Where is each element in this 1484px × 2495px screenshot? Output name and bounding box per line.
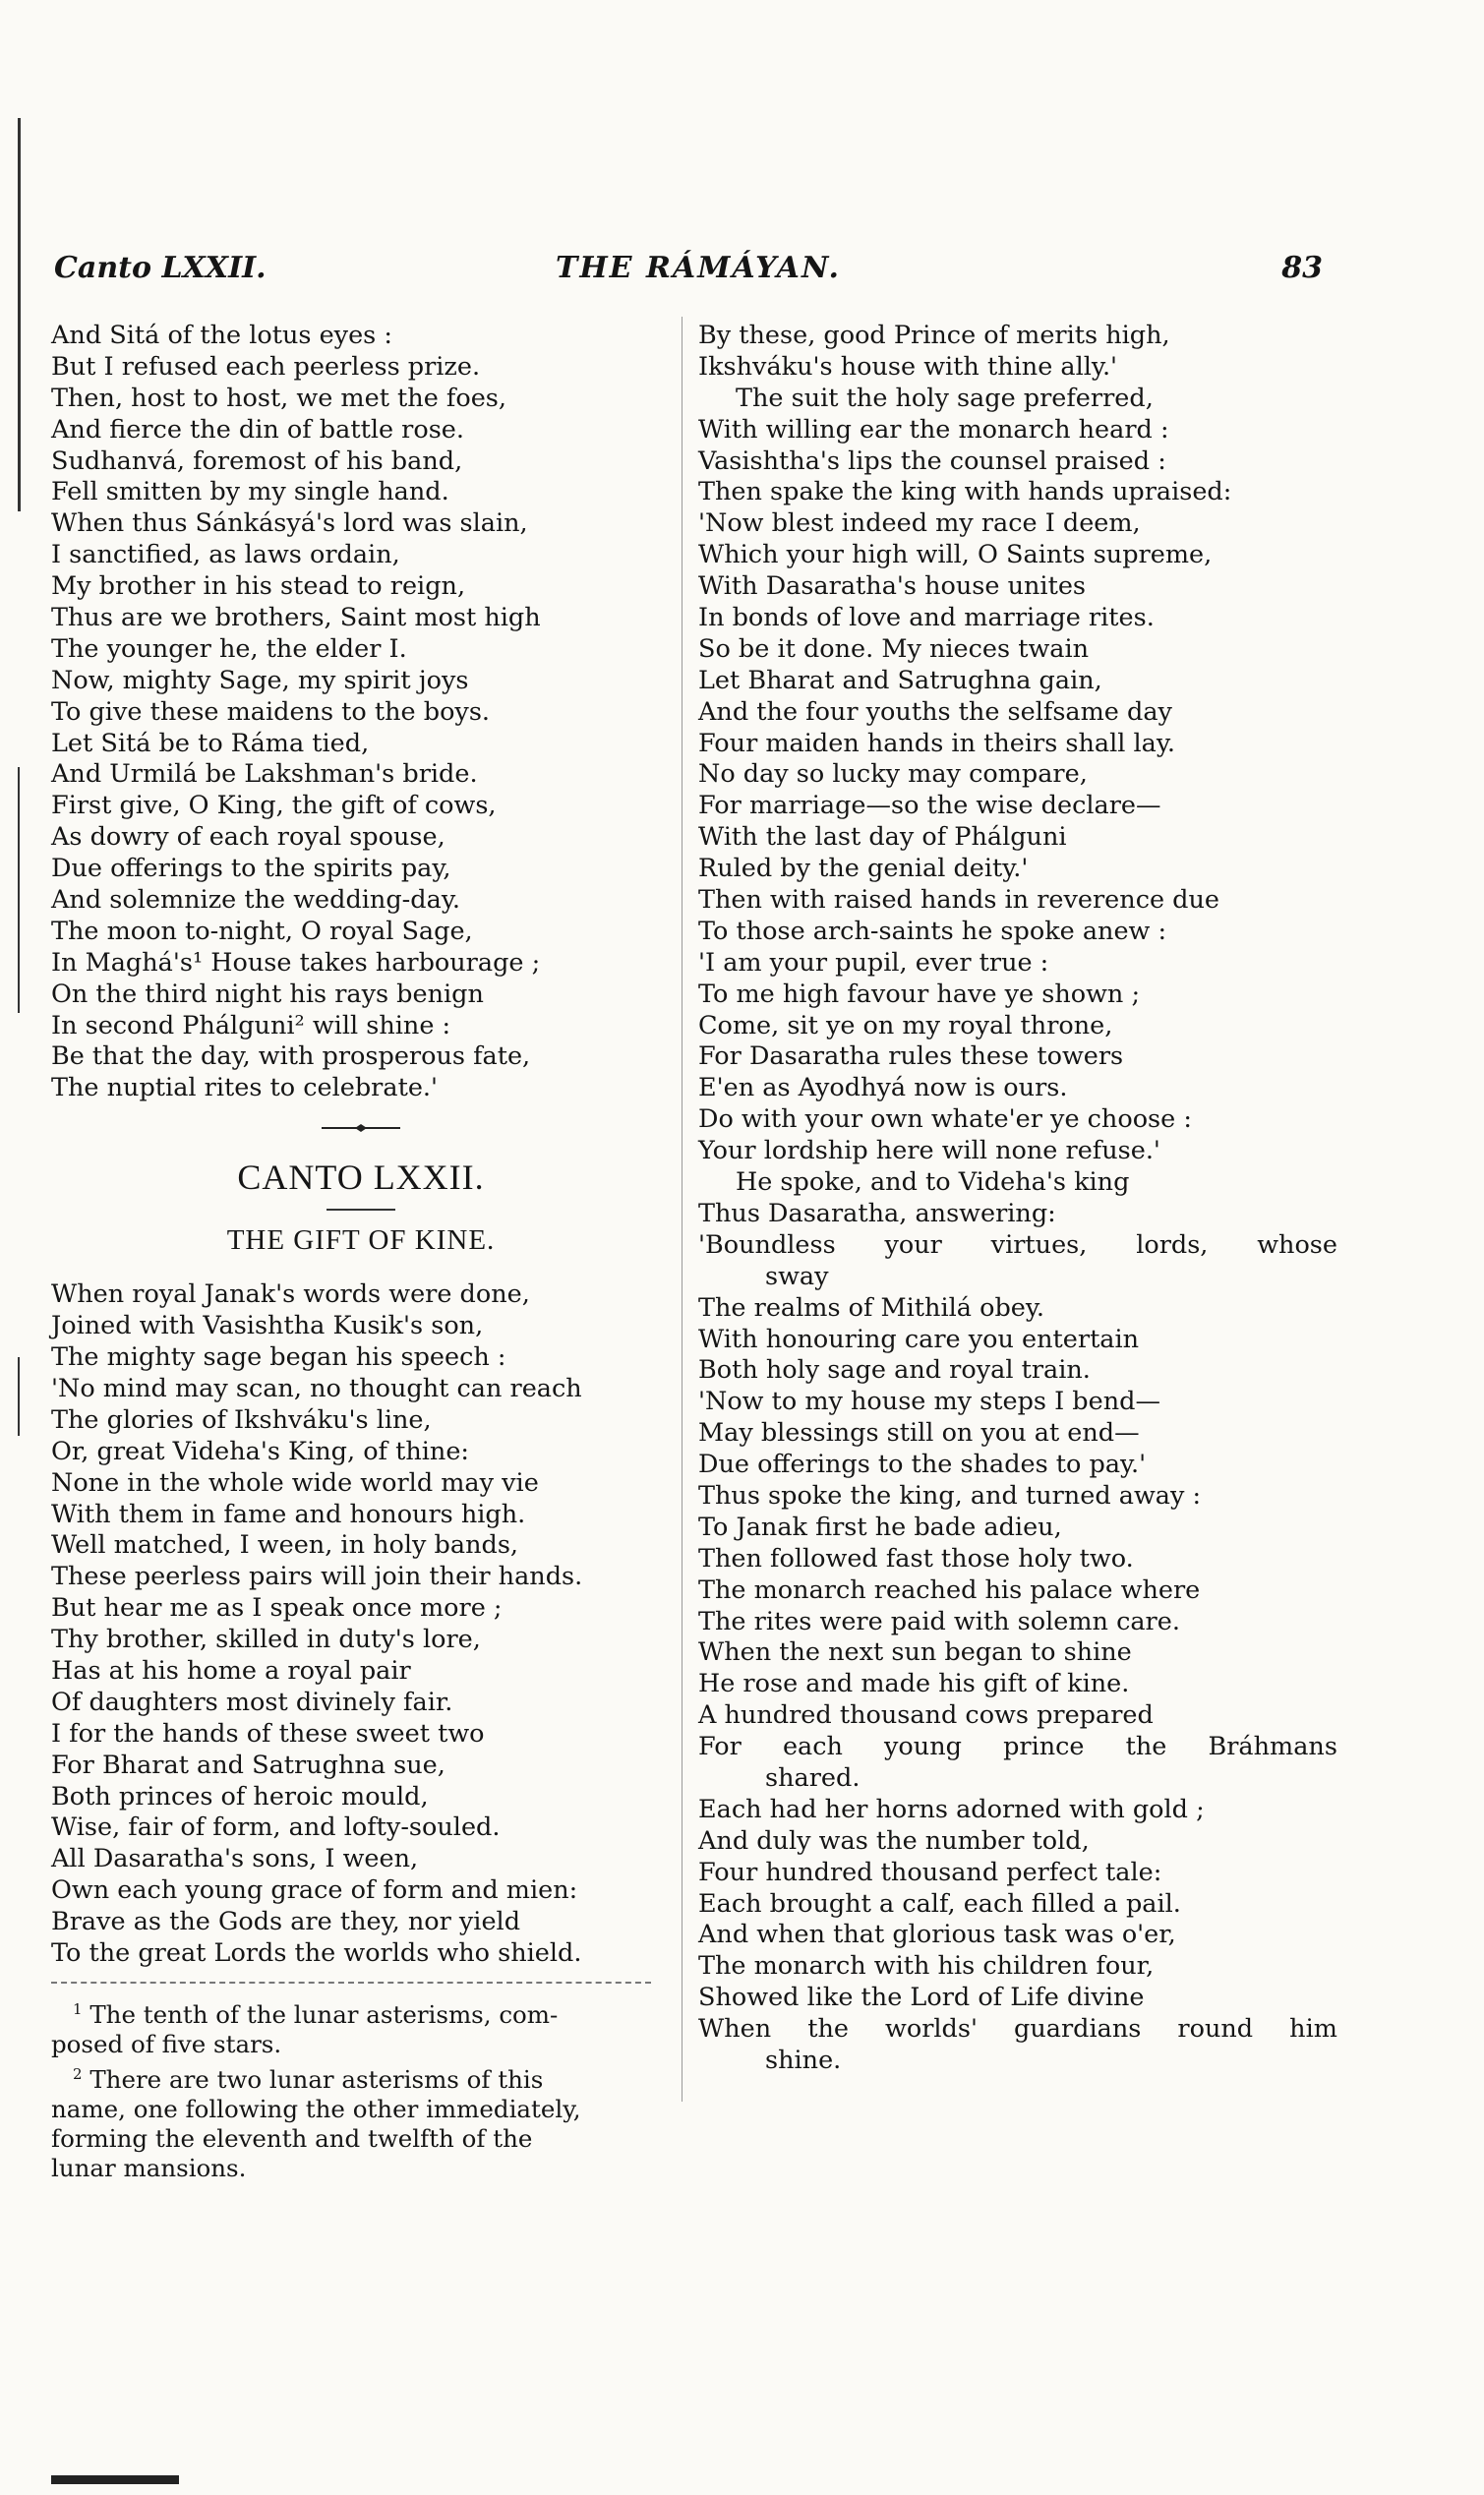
verse-line: He spoke, and to Videha's king	[736, 1167, 1130, 1198]
verse-line: When thus Sánkásyá's lord was slain,	[51, 508, 528, 539]
verse-line: Well matched, I ween, in holy bands,	[51, 1530, 519, 1561]
verse-line: Or, great Videha's King, of thine:	[51, 1436, 470, 1466]
verse-line: Four hundred thousand perfect tale:	[698, 1857, 1162, 1887]
verse-line: Wise, fair of form, and lofty-souled.	[51, 1812, 501, 1843]
footnote-rule	[51, 1982, 651, 1985]
verse-line: Joined with Vasishtha Kusik's son,	[51, 1311, 484, 1341]
verse-line: Your lordship here will none refuse.'	[698, 1136, 1160, 1166]
verse-line: Four maiden hands in theirs shall lay.	[698, 728, 1176, 758]
verse-line: Then, host to host, we met the foes,	[51, 383, 506, 413]
word: virtues,	[990, 1229, 1088, 1260]
word: your	[884, 1229, 942, 1260]
verse-line: The moon to-night, O royal Sage,	[51, 916, 473, 946]
verse-line: 'Now to my house my steps I bend—	[698, 1387, 1160, 1417]
verse-line: When royal Janak's words were done,	[51, 1279, 530, 1310]
footnote-mark: 2	[73, 2065, 83, 2084]
verse-line: To Janak first he bade adieu,	[698, 1512, 1062, 1542]
verse-line: But hear me as I speak once more ;	[51, 1593, 503, 1624]
verse-line: All Dasaratha's sons, I ween,	[51, 1844, 419, 1874]
verse-line: For marriage—so the wise declare—	[698, 791, 1161, 821]
canto-subtitle: THE GIFT OF KINE.	[226, 1224, 496, 1257]
verse-line: Both princes of heroic mould,	[51, 1781, 429, 1812]
running-header	[54, 251, 1323, 292]
verse-line: Due offerings to the spirits pay,	[51, 854, 451, 884]
canto-title: CANTO LXXII.	[237, 1158, 485, 1198]
word: each	[782, 1732, 843, 1762]
verse-line: To those arch-saints he spoke anew :	[698, 916, 1167, 946]
verse-line: The glories of Ikshváku's line,	[51, 1404, 432, 1435]
verse-line: But I refused each peerless prize.	[51, 351, 481, 382]
verse-line: 'No mind may scan, no thought can reach	[51, 1373, 582, 1403]
verse-line: Thy brother, skilled in duty's lore,	[51, 1625, 481, 1655]
verse-line: To give these maidens to the boys.	[51, 696, 491, 727]
verse-line: In Maghá's¹ House takes harbourage ;	[51, 947, 541, 978]
verse-line: For Dasaratha rules these towers	[698, 1041, 1124, 1072]
footnote-text: The tenth of the lunar asterisms, com-	[89, 2000, 559, 2030]
verse-line: I sanctified, as laws ordain,	[51, 540, 400, 570]
verse-line: Then spake the king with hands upraised:	[698, 477, 1232, 507]
footnote-line: forming the eleventh and twelfth of the	[51, 2124, 533, 2154]
verse-line: With them in fame and honours high.	[51, 1499, 526, 1529]
verse-line: Thus are we brothers, Saint most high	[51, 603, 541, 633]
verse-line: sway	[765, 1261, 829, 1291]
right-column	[698, 321, 1337, 2077]
verse-line: Thus Dasaratha, answering:	[698, 1198, 1056, 1228]
verse-line: So be it done. My nieces twain	[698, 633, 1090, 664]
verse-line: Each had her horns adorned with gold ;	[698, 1794, 1205, 1824]
footnote-text: There are two lunar asterisms of this	[89, 2065, 544, 2095]
word: the	[807, 2014, 849, 2045]
header-canto: Canto LXXII.	[54, 251, 267, 285]
verse-line: When the next sun began to shine	[698, 1637, 1132, 1668]
word: For	[698, 1732, 742, 1762]
verse-block-before	[51, 321, 671, 1104]
verse-line: A hundred thousand cows prepared	[698, 1700, 1154, 1731]
footnote	[51, 1994, 671, 2059]
footnote-line: posed of five stars.	[51, 2030, 282, 2059]
verse-line	[698, 1732, 1337, 1763]
verse-line: The nuptial rites to celebrate.'	[51, 1073, 439, 1103]
section-ornament	[51, 1108, 671, 1148]
verse-line: As dowry of each royal spouse,	[51, 822, 445, 853]
word: young	[884, 1732, 962, 1762]
verse-line: Ruled by the genial deity.'	[698, 854, 1029, 884]
verse-line: And fierce the din of battle rose.	[51, 414, 465, 445]
verse-line: Let Bharat and Satrughna gain,	[698, 665, 1102, 695]
footnote-line: name, one following the other immediately,	[51, 2095, 581, 2124]
title-rule	[326, 1209, 395, 1211]
verse-line: Thus spoke the king, and turned away :	[698, 1480, 1202, 1511]
verse-line: Now, mighty Sage, my spirit joys	[51, 665, 469, 695]
verse-line: The rites were paid with solemn care.	[698, 1606, 1180, 1636]
verse-line: Showed like the Lord of Life divine	[698, 1983, 1145, 2013]
verse-line: And Urmilá be Lakshman's bride.	[51, 759, 478, 790]
footnote-line: lunar mansions.	[51, 2154, 247, 2183]
verse-line: I for the hands of these sweet two	[51, 1718, 485, 1749]
verse-line: Each brought a calf, each filled a pail.	[698, 1888, 1181, 1919]
word: prince	[1003, 1732, 1085, 1762]
verse-line: No day so lucky may compare,	[698, 759, 1088, 790]
verse-line: And duly was the number told,	[698, 1825, 1090, 1856]
verse-line: The suit the holy sage preferred,	[736, 383, 1154, 413]
verse-line: With the last day of Phálguni	[698, 822, 1067, 853]
margin-mark	[18, 1357, 20, 1436]
word: him	[1289, 2014, 1337, 2045]
left-column	[51, 321, 671, 2183]
verse-line: Both holy sage and royal train.	[698, 1355, 1091, 1386]
word: round	[1177, 2014, 1254, 2045]
verse-line: Do with your own whate'er ye choose :	[698, 1104, 1192, 1135]
verse-line: And solemnize the wedding-day.	[51, 885, 460, 916]
verse-line: The younger he, the elder I.	[51, 633, 407, 664]
verse-line: And Sitá of the lotus eyes :	[51, 321, 392, 350]
footnotes	[51, 1994, 671, 2183]
word: whose	[1257, 1229, 1337, 1260]
verse-line: And when that glorious task was o'er,	[698, 1920, 1176, 1950]
verse-line: 'Now blest indeed my race I deem,	[698, 508, 1141, 539]
margin-mark	[18, 767, 20, 1013]
verse-line: With willing ear the monarch heard :	[698, 414, 1169, 445]
verse-line: To the great Lords the worlds who shield.	[51, 1937, 582, 1968]
verse-line: The mighty sage began his speech :	[51, 1342, 506, 1373]
word: guardians	[1014, 2014, 1142, 2045]
page-number: 83	[1281, 251, 1323, 285]
verse-line: Ikshváku's house with thine ally.'	[698, 351, 1118, 382]
footnote-line	[51, 2059, 671, 2095]
verse-line: He rose and made his gift of kine.	[698, 1669, 1130, 1699]
word: the	[1125, 1732, 1167, 1762]
footnote-line	[51, 1994, 671, 2030]
verse-line: None in the whole wide world may vie	[51, 1467, 539, 1498]
verse-line: Which your high will, O Saints supreme,	[698, 540, 1213, 570]
verse-line: 'I am your pupil, ever true :	[698, 947, 1049, 978]
verse-line: The realms of Mithilá obey.	[698, 1292, 1044, 1323]
verse-line: Vasishtha's lips the counsel praised :	[698, 446, 1166, 476]
margin-mark	[18, 118, 21, 511]
column-divider	[682, 317, 683, 2102]
verse-line: shine.	[765, 2045, 842, 2075]
verse-line: With honouring care you entertain	[698, 1324, 1140, 1354]
verse-line: With Dasaratha's house unites	[698, 571, 1087, 602]
verse-line: Fell smitten by my single hand.	[51, 477, 449, 507]
word: worlds'	[885, 2014, 978, 2045]
verse-line: And the four youths the selfsame day	[698, 696, 1172, 727]
verse-line: Then with raised hands in reverence due	[698, 885, 1220, 916]
verse-block-after	[51, 1279, 671, 1970]
verse-line: For Bharat and Satrughna sue,	[51, 1750, 445, 1780]
word: 'Boundless	[698, 1229, 836, 1260]
verse-line	[698, 2014, 1337, 2046]
verse-line: In second Phálguni² will shine :	[51, 1010, 451, 1040]
verse-line: Then followed fast those holy two.	[698, 1543, 1134, 1574]
header-book-title: THE RÁMÁYAN.	[556, 251, 841, 285]
verse-line: Be that the day, with prosperous fate,	[51, 1041, 531, 1072]
verse-line: Has at his home a royal pair	[51, 1655, 411, 1686]
verse-line: The monarch with his children four,	[698, 1951, 1155, 1982]
verse-line: Of daughters most divinely fair.	[51, 1687, 453, 1717]
verse-line: Come, sit ye on my royal throne,	[698, 1010, 1113, 1040]
verse-line: shared.	[765, 1762, 861, 1793]
verse-line: Sudhanvá, foremost of his band,	[51, 446, 463, 476]
verse-line	[698, 1230, 1337, 1262]
word: When	[698, 2014, 772, 2045]
verse-line: First give, O King, the gift of cows,	[51, 791, 497, 821]
verse-line: My brother in his stead to reign,	[51, 571, 466, 602]
verse-line: Brave as the Gods are they, nor yield	[51, 1907, 521, 1937]
page-edge-mark	[51, 2475, 179, 2484]
footnote	[51, 2059, 671, 2183]
verse-line: On the third night his rays benign	[51, 979, 484, 1009]
verse-line: Let Sitá be to Ráma tied,	[51, 728, 370, 758]
word: Bráhmans	[1208, 1732, 1337, 1762]
verse-line: E'en as Ayodhyá now is ours.	[698, 1073, 1068, 1103]
verse-line: May blessings still on you at end—	[698, 1418, 1140, 1449]
verse-block-right	[698, 321, 1337, 2077]
verse-line: The monarch reached his palace where	[698, 1574, 1201, 1605]
verse-line: Own each young grace of form and mien:	[51, 1875, 578, 1906]
word: lords,	[1136, 1229, 1209, 1260]
verse-line: In bonds of love and marriage rites.	[698, 603, 1155, 633]
verse-line: Due offerings to the shades to pay.'	[698, 1450, 1147, 1480]
verse-line: To me high favour have ye shown ;	[698, 979, 1141, 1009]
verse-line: These peerless pairs will join their hands.	[51, 1562, 583, 1592]
footnote-mark: 1	[73, 1999, 83, 2018]
verse-line: By these, good Prince of merits high,	[698, 321, 1170, 350]
